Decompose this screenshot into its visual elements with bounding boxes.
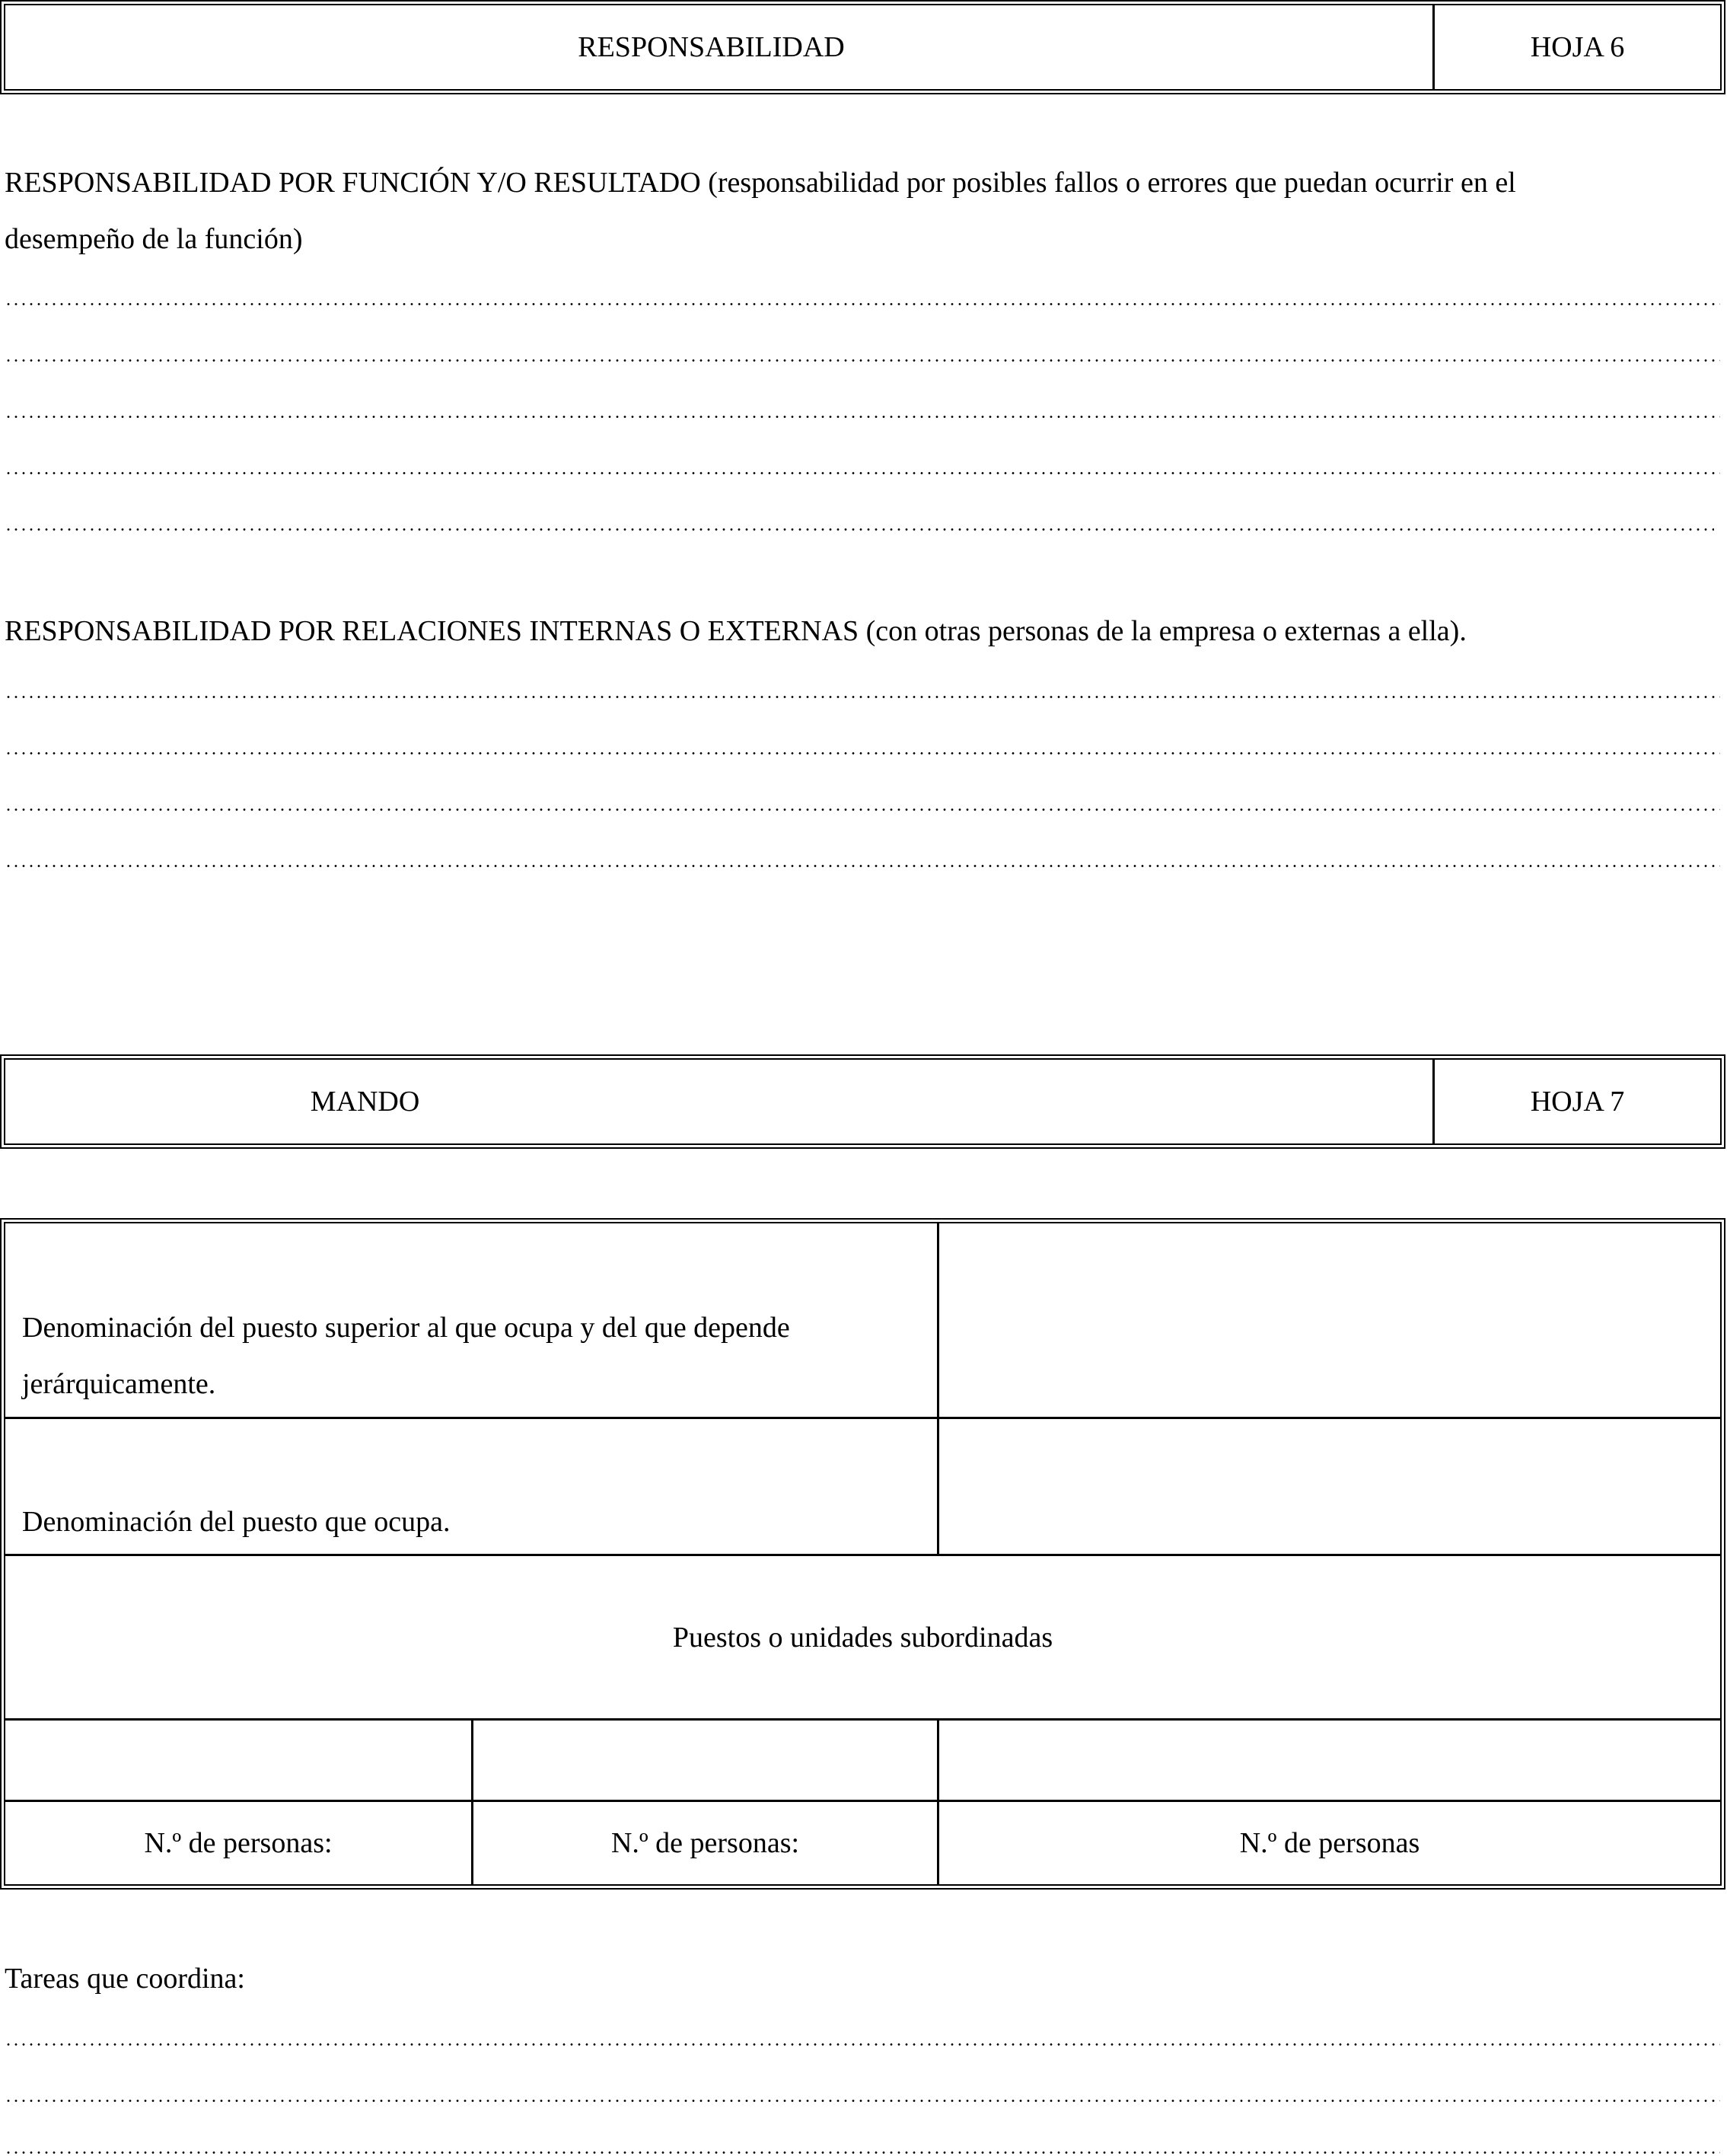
fill-line[interactable] (5, 528, 1714, 531)
relaciones-heading: RESPONSABILIDAD POR RELACIONES INTERNAS O EXTERNAS (con otras personas de la empresa o externas a ella). (5, 615, 1467, 647)
fill-line[interactable] (5, 808, 1720, 811)
paragraph-line: RESPONSABILIDAD POR FUNCIÓN Y/O RESULTADO (responsabilidad por posibles fallos o errores que puedan ocurrir en el (5, 167, 1516, 199)
label-line: Denominación del puesto superior al que ocupa y del que depende (22, 1312, 790, 1344)
subordinate-unit-1[interactable] (5, 1721, 471, 1800)
fill-line[interactable] (5, 752, 1720, 754)
person-count-1: N.º de personas: (144, 1827, 333, 1859)
superior-position-value[interactable] (939, 1223, 1720, 1417)
person-count-2: N.º de personas: (610, 1827, 800, 1859)
funcion-resultado-heading (5, 155, 1717, 267)
fill-line[interactable] (5, 2151, 1720, 2154)
subordinate-unit-3[interactable] (939, 1721, 1720, 1800)
fill-line[interactable] (5, 696, 1720, 698)
paragraph-line: desempeño de la función) (5, 223, 303, 255)
fill-line[interactable] (5, 303, 1720, 305)
fill-line[interactable] (5, 359, 1720, 362)
sheet-number: HOJA 6 (1432, 5, 1720, 89)
sheet-number: HOJA 7 (1432, 1060, 1720, 1143)
fill-line[interactable] (5, 2100, 1720, 2102)
superior-position-label (22, 1300, 928, 1412)
fill-line[interactable] (5, 472, 1720, 474)
current-position-value[interactable] (939, 1419, 1720, 1554)
subordinate-unit-2[interactable] (473, 1721, 937, 1800)
fill-line[interactable] (5, 416, 1720, 418)
section-title: RESPONSABILIDAD (578, 31, 845, 63)
responsabilidad-header (0, 0, 1725, 94)
person-count-3: N.º de personas (1239, 1827, 1420, 1859)
fill-line[interactable] (5, 865, 1720, 867)
fill-line[interactable] (5, 2043, 1720, 2046)
mando-table (0, 1218, 1725, 1890)
mando-header (0, 1054, 1725, 1149)
label-line: jerárquicamente. (22, 1368, 216, 1400)
section-title: MANDO (310, 1086, 420, 1118)
tasks-label: Tareas que coordina: (5, 1963, 245, 1995)
current-position-label: Denominación del puesto que ocupa. (22, 1506, 451, 1538)
subordinates-header: Puestos o unidades subordinadas (672, 1621, 1053, 1654)
